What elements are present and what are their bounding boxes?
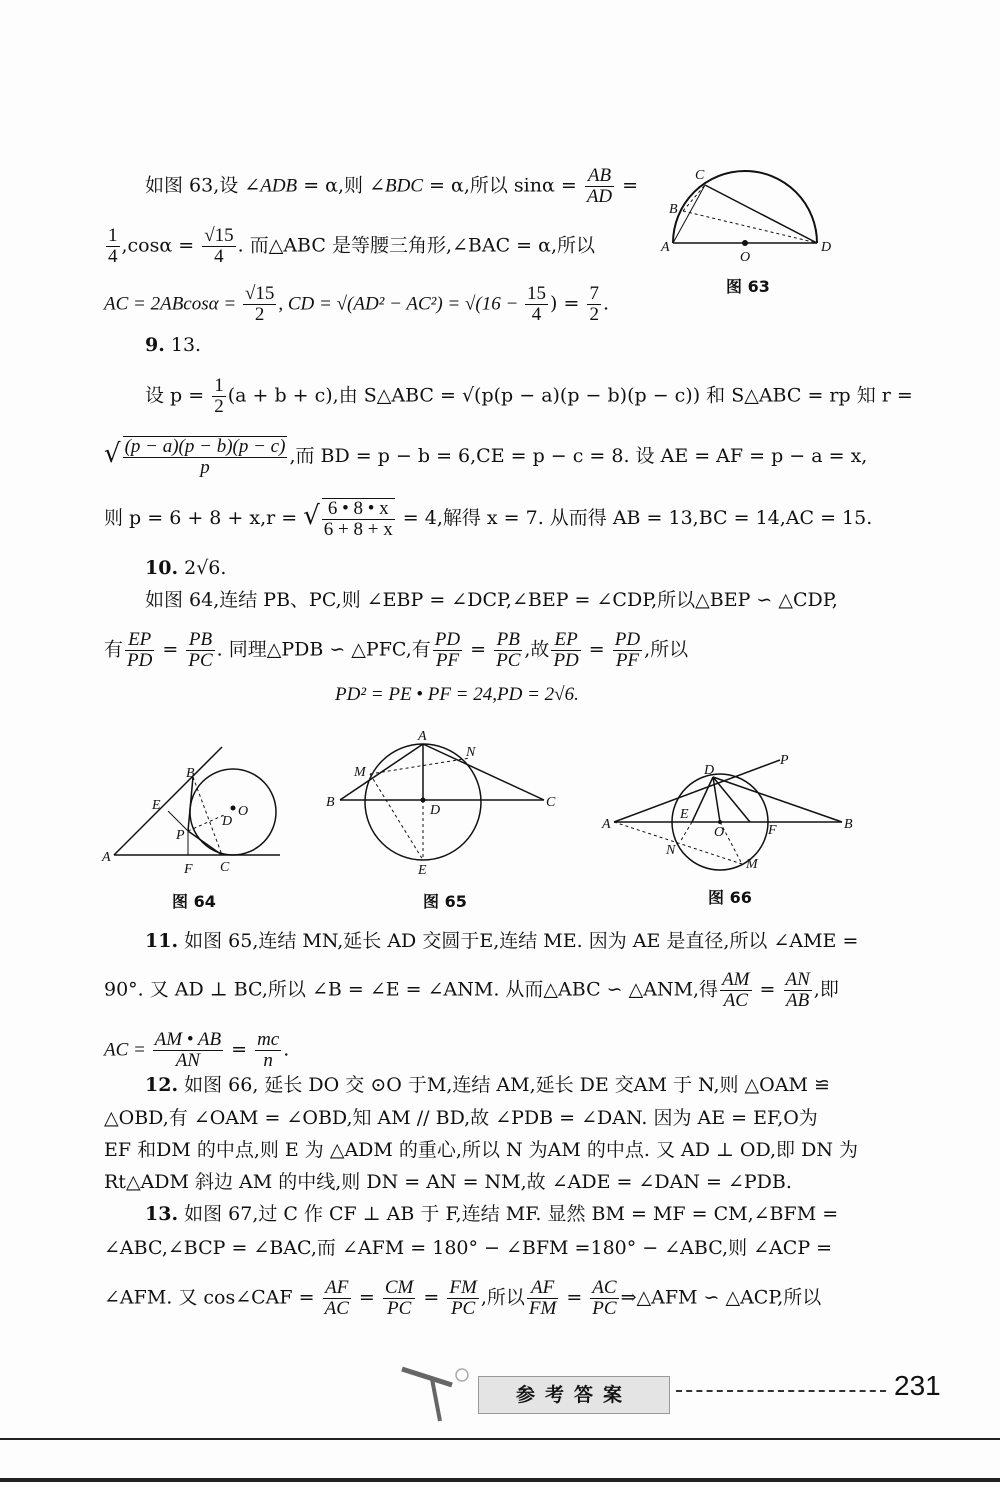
radical-sign: √ bbox=[104, 439, 121, 469]
figure-64 bbox=[100, 735, 290, 880]
label-D: D bbox=[222, 814, 233, 829]
fraction bbox=[585, 166, 614, 207]
segment-BD bbox=[683, 211, 817, 243]
label-C: C bbox=[220, 860, 230, 875]
text-span: Rt△ADM 斜边 AM 的中线,则 DN = AN = NM,故 ∠ADE = ∠DAN = ∠PDB. bbox=[104, 1171, 792, 1193]
segment-AB bbox=[340, 744, 423, 800]
segment-MN bbox=[370, 758, 470, 774]
bottom-rule bbox=[0, 1438, 1000, 1440]
label-O: O bbox=[238, 804, 249, 819]
point-O bbox=[718, 820, 722, 824]
label-B: B bbox=[186, 766, 195, 781]
question-13 bbox=[145, 1200, 838, 1228]
solution-line-7 bbox=[104, 498, 872, 540]
solution-line-16 bbox=[104, 1104, 818, 1132]
fraction-denominator: PC bbox=[496, 650, 521, 671]
text-span: 如图 64,连结 PB、PC,则 ∠EBP = ∠DCP,∠BEP = ∠CDP,所以△BEP ∽ △CDP, bbox=[145, 589, 838, 611]
text-span: ∠AFM. 又 cos∠CAF = bbox=[104, 1286, 321, 1309]
text-span: ,故 bbox=[524, 638, 550, 661]
text-span: = bbox=[560, 1286, 589, 1309]
text-span: 则 p = 6 + 8 + x,r = bbox=[104, 507, 304, 529]
segment-ME bbox=[370, 774, 423, 860]
segment-PB bbox=[188, 777, 193, 831]
fraction-denominator: PF bbox=[435, 650, 460, 671]
label-D: D bbox=[430, 803, 441, 818]
fraction-numerator: 1 bbox=[214, 375, 224, 396]
fraction-numerator: √15 bbox=[244, 283, 275, 304]
solution-line-5 bbox=[145, 376, 913, 417]
fraction-denominator: n bbox=[263, 1050, 273, 1071]
fraction-numerator: AM bbox=[722, 969, 750, 990]
text-span: = bbox=[225, 1038, 254, 1061]
text-span: △OBD,有 ∠OAM = ∠OBD,知 AM // BD,故 ∠PDB = ∠DAN. 因为 AE = EF,O为 bbox=[104, 1107, 818, 1129]
fraction bbox=[613, 630, 642, 671]
figure-caption: 图 63 bbox=[726, 277, 770, 296]
label-D: D bbox=[821, 240, 832, 255]
fraction-denominator: AC bbox=[723, 990, 748, 1011]
fraction-numerator: 7 bbox=[589, 283, 599, 304]
solution-line-20 bbox=[104, 1234, 832, 1262]
label-E: E bbox=[418, 863, 427, 878]
fraction bbox=[527, 1278, 558, 1319]
figure-caption: 图 64 bbox=[172, 892, 216, 911]
text-span: = 4,解得 x = 7. 从而得 AB = 13,BC = 14,AC = 15. bbox=[396, 507, 873, 529]
fraction bbox=[243, 284, 276, 325]
fraction bbox=[447, 1278, 478, 1319]
fraction bbox=[784, 970, 812, 1011]
text-span: ) = bbox=[550, 292, 586, 315]
fraction bbox=[494, 630, 522, 671]
label-M: M bbox=[746, 857, 758, 872]
fraction-numerator: (p − a)(p − b)(p − c) bbox=[124, 436, 286, 457]
segment-EN bbox=[680, 822, 692, 842]
fraction bbox=[153, 1030, 223, 1071]
footer-dashed-line bbox=[676, 1390, 886, 1392]
solution-line-10 bbox=[104, 630, 688, 671]
fraction-denominator: PC bbox=[450, 1298, 476, 1319]
text-span: = bbox=[753, 978, 782, 1001]
text-span: ,即 bbox=[813, 978, 839, 1001]
fraction-numerator: AB bbox=[585, 166, 614, 187]
fraction-denominator: 4 bbox=[108, 246, 118, 267]
segment-BC bbox=[683, 185, 705, 211]
fraction-numerator: CM bbox=[384, 1277, 414, 1298]
question-number: 10. bbox=[145, 557, 179, 579]
label-A: A bbox=[661, 240, 670, 255]
text-span: 如图 66, 延长 DO 交 ⊙O 于M,连结 AM,延长 DE 交AM 于 N,则 △OAM ≌ bbox=[178, 1074, 830, 1096]
footer-decoration-icon bbox=[396, 1355, 476, 1425]
fraction-denominator: 6 + 8 + x bbox=[323, 519, 393, 540]
bottom-rule bbox=[0, 1478, 1000, 1482]
text-span: BDC bbox=[385, 175, 423, 197]
page-number: 231 bbox=[894, 1370, 941, 1401]
label-C: C bbox=[546, 795, 556, 810]
label-D: D bbox=[704, 763, 715, 778]
fraction bbox=[590, 1278, 618, 1319]
fraction-denominator: PD bbox=[127, 650, 153, 671]
fraction-denominator: AD bbox=[586, 186, 613, 207]
fraction-numerator: 1 bbox=[108, 225, 118, 246]
fraction-denominator: p bbox=[200, 457, 210, 478]
fraction-numerator: PB bbox=[186, 630, 214, 651]
fraction-denominator: PC bbox=[386, 1298, 412, 1319]
fraction-numerator: PD bbox=[614, 629, 641, 650]
solution-line-14 bbox=[104, 1030, 289, 1071]
label-B: B bbox=[326, 795, 335, 810]
fraction bbox=[587, 284, 601, 325]
label-A: A bbox=[102, 850, 111, 865]
radical-sign: √ bbox=[303, 501, 320, 531]
fraction-denominator: 4 bbox=[214, 246, 224, 267]
fraction-denominator: FM bbox=[528, 1298, 557, 1319]
fraction-denominator: 2 bbox=[214, 396, 224, 417]
text-span: . 而△ABC 是等腰三角形,∠BAC = α,所以 bbox=[237, 234, 595, 257]
label-O: O bbox=[740, 250, 751, 265]
text-span: = bbox=[582, 638, 611, 661]
fraction bbox=[123, 436, 288, 478]
solution-line-3 bbox=[104, 284, 609, 325]
question-10 bbox=[145, 554, 226, 582]
fraction-denominator: AB bbox=[786, 990, 810, 1011]
text-span: ,cosα = bbox=[121, 234, 201, 257]
text-span: (a + b + c),由 S△ABC = √(p(p − a)(p − b)(p − c)) 和 S△ABC = rp 知 r = bbox=[227, 384, 913, 407]
text-span: . bbox=[602, 292, 610, 315]
solution-line-17 bbox=[104, 1136, 858, 1164]
text-span: . bbox=[283, 1038, 290, 1061]
center-dot bbox=[742, 240, 748, 246]
solution-line-9 bbox=[145, 586, 838, 614]
text-span: PD² = PE • PF = 24,PD = 2√6. bbox=[335, 684, 579, 705]
center-dot bbox=[231, 806, 236, 811]
fraction bbox=[212, 376, 226, 417]
figure-65 bbox=[320, 722, 570, 882]
segment-DE bbox=[692, 777, 713, 822]
text-span: , CD = √(AD² − AC²) = √(16 − bbox=[278, 293, 524, 315]
label-F: F bbox=[768, 823, 777, 838]
solution-line-21 bbox=[104, 1278, 821, 1319]
label-M: M bbox=[354, 765, 366, 780]
question-number: 13. bbox=[145, 1203, 179, 1225]
fraction-denominator: AC bbox=[324, 1298, 349, 1319]
text-span: = bbox=[417, 1286, 446, 1309]
question-12 bbox=[145, 1071, 830, 1099]
text-span: = bbox=[464, 638, 493, 661]
text-span: ⇒△AFM ∽ △ACP,所以 bbox=[620, 1286, 822, 1309]
text-span: EF 和DM 的中点,则 E 为 △ADM 的重心,所以 N 为AM 的中点. 又 AD ⊥ OD,即 DN 为 bbox=[104, 1139, 858, 1161]
fraction bbox=[255, 1030, 281, 1071]
question-9 bbox=[145, 331, 201, 359]
fraction-numerator: PD bbox=[434, 629, 461, 650]
text-span: = bbox=[156, 638, 185, 661]
label-N: N bbox=[666, 843, 676, 858]
fraction-denominator: PC bbox=[592, 1298, 617, 1319]
label-E: E bbox=[680, 807, 689, 822]
label-N: N bbox=[466, 745, 476, 760]
fraction-denominator: AN bbox=[175, 1050, 200, 1071]
label-C: C bbox=[695, 168, 705, 183]
fraction-denominator: 2 bbox=[589, 304, 599, 325]
fraction-numerator: PB bbox=[494, 630, 522, 651]
label-E: E bbox=[152, 798, 161, 813]
tangent-line-AB bbox=[114, 747, 222, 855]
text-span: = α,则 ∠ bbox=[297, 174, 385, 197]
label-A: A bbox=[418, 729, 427, 744]
fraction-numerator: mc bbox=[257, 1029, 280, 1050]
segment-PC bbox=[188, 831, 222, 855]
figure-66 bbox=[600, 752, 860, 882]
section-label: 参考答案 bbox=[478, 1376, 670, 1414]
figure-caption: 图 66 bbox=[708, 888, 752, 907]
fraction-numerator: 6 • 8 • x bbox=[322, 498, 395, 520]
label-P: P bbox=[176, 828, 185, 843]
label-F: F bbox=[184, 862, 193, 877]
text-span: ∠ABC,∠BCP = ∠BAC,而 ∠AFM = 180° − ∠BFM =180° − ∠ABC,则 ∠ACP = bbox=[104, 1237, 833, 1259]
fraction bbox=[106, 226, 120, 267]
fraction bbox=[525, 284, 548, 325]
fraction-numerator: AM • AB bbox=[154, 1029, 222, 1050]
fraction-denominator: PC bbox=[188, 650, 213, 671]
text-span: 90°. 又 AD ⊥ BC,所以 ∠B = ∠E = ∠ANM. 从而△ABC ∽ △ANM,得 bbox=[104, 978, 719, 1001]
fraction-denominator: 4 bbox=[531, 304, 542, 325]
text-span: AC = 2ABcosα = bbox=[104, 293, 241, 315]
answer: 2√6. bbox=[178, 557, 227, 579]
fraction-numerator: AF bbox=[527, 1278, 558, 1299]
fraction bbox=[202, 226, 235, 267]
fraction-numerator: EP bbox=[551, 630, 580, 651]
label-B: B bbox=[669, 202, 678, 217]
text-span: = bbox=[352, 1286, 381, 1309]
fraction-numerator: EP bbox=[125, 630, 154, 651]
text-span: = bbox=[616, 174, 639, 197]
fraction bbox=[720, 970, 751, 1011]
question-number: 12. bbox=[145, 1074, 179, 1096]
text-span: = α,所以 sinα = bbox=[423, 174, 583, 197]
segment-CD bbox=[705, 185, 817, 243]
fraction-denominator: 2 bbox=[254, 304, 265, 325]
fraction bbox=[551, 630, 580, 671]
fraction-numerator: AF bbox=[323, 1278, 351, 1299]
fraction bbox=[125, 630, 154, 671]
question-number: 11. bbox=[145, 930, 179, 952]
figure-caption: 图 65 bbox=[423, 892, 467, 911]
solution-line-1 bbox=[145, 166, 638, 207]
text-span: 有 bbox=[104, 638, 124, 661]
label-B: B bbox=[844, 817, 853, 832]
text-span: 设 p = bbox=[145, 384, 211, 407]
point-D bbox=[421, 798, 426, 803]
text-span: AC = bbox=[104, 1039, 151, 1061]
solution-line-18 bbox=[104, 1168, 792, 1196]
fraction-numerator: AN bbox=[785, 969, 810, 990]
figure-63 bbox=[655, 165, 845, 265]
fraction bbox=[186, 630, 214, 671]
fraction-numerator: √15 bbox=[204, 225, 234, 246]
text-span: ,所以 bbox=[644, 638, 689, 661]
fraction-numerator: FM bbox=[449, 1277, 477, 1298]
fraction-denominator: PF bbox=[615, 650, 640, 671]
text-span: . 同理△PDB ∽ △PFC,有 bbox=[216, 638, 431, 661]
label-O: O bbox=[714, 825, 725, 840]
segment-AC bbox=[423, 744, 544, 800]
label-A: A bbox=[602, 817, 611, 832]
label-P: P bbox=[780, 753, 789, 768]
segment-BC bbox=[193, 777, 222, 855]
text-span: ,所以 bbox=[480, 1286, 525, 1309]
fraction-numerator: AC bbox=[592, 1277, 617, 1298]
solution-line-13 bbox=[104, 970, 839, 1011]
fraction bbox=[323, 1278, 351, 1319]
fraction bbox=[433, 630, 462, 671]
text-span: 如图 65,连结 MN,延长 AD 交圆于E,连结 ME. 因为 AE 是直径,所以 ∠AME = bbox=[178, 930, 859, 952]
text-span: 如图 67,过 C 作 CF ⊥ AB 于 F,连结 MF. 显然 BM = MF = CM,∠BFM = bbox=[178, 1203, 839, 1225]
fraction-numerator: 15 bbox=[527, 283, 547, 304]
fraction bbox=[322, 498, 395, 540]
text-span: 如图 63,设 ∠ bbox=[145, 174, 261, 197]
solution-line-2 bbox=[104, 226, 595, 267]
solution-line-6 bbox=[104, 436, 867, 478]
text-span: ADB bbox=[260, 175, 298, 197]
text-span: ,而 BD = p − b = 6,CE = p − c = 8. 设 AE = AF = p − a = x, bbox=[289, 445, 868, 467]
question-number: 9. bbox=[145, 334, 165, 356]
fraction-denominator: PD bbox=[553, 650, 579, 671]
answer: 13. bbox=[164, 334, 202, 356]
fraction bbox=[383, 1278, 416, 1319]
solution-line-11 bbox=[335, 681, 579, 709]
question-11 bbox=[145, 927, 858, 955]
